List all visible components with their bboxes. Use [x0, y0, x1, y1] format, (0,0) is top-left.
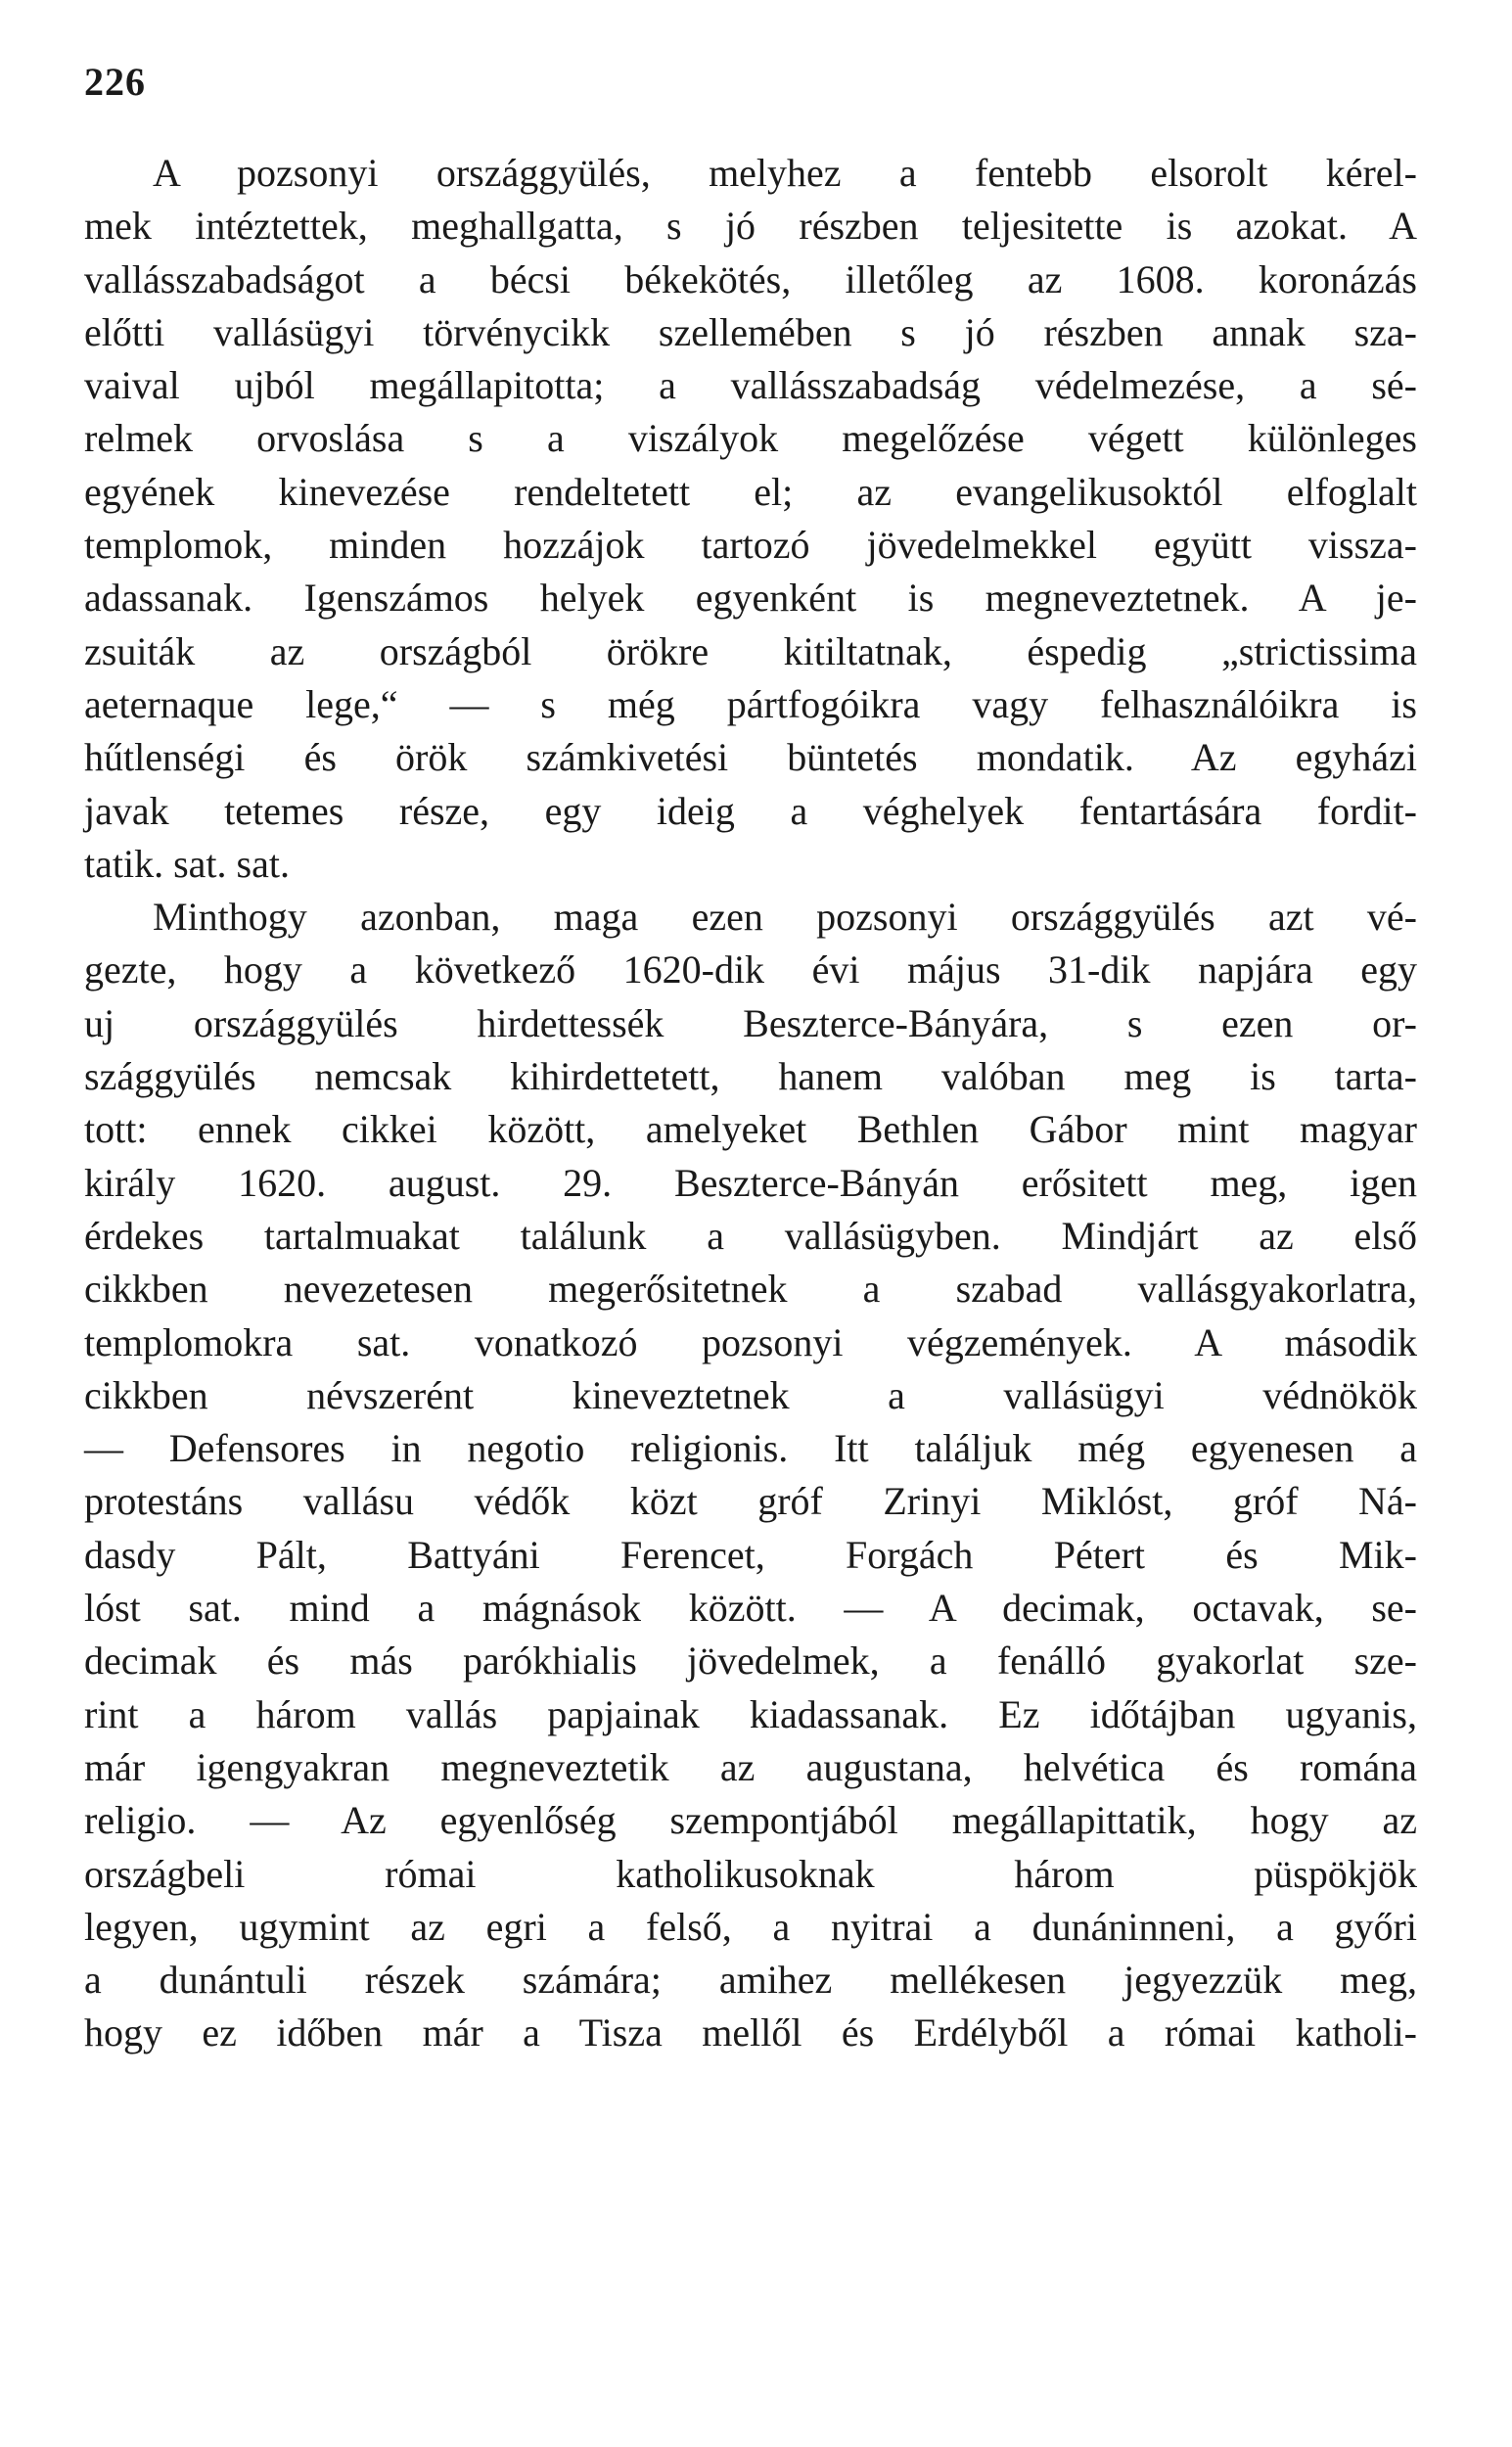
- text-line: a dunántuli részek számára; amihez mellékesen jegyezzük meg,: [84, 1958, 1417, 2003]
- text-line: — Defensores in negotio religionis. Itt találjuk még egyenesen a: [84, 1426, 1417, 1471]
- text-line: javak tetemes része, egy ideig a véghelyek fentartására fordit-: [84, 788, 1417, 833]
- text-line: uj országgyülés hirdettessék Beszterce-Bányára, s ezen or-: [84, 1000, 1417, 1045]
- text-line: tott: ennek cikkei között, amelyeket Bethlen Gábor mint magyar: [84, 1107, 1417, 1152]
- text-line: országbeli római katholikusoknak három püspökjök: [84, 1851, 1417, 1896]
- text-line: protestáns vallásu védők közt gróf Zrinyi Miklóst, gróf Ná-: [84, 1479, 1417, 1524]
- text-line: rint a három vallás papjainak kiadassanak. Ez időtájban ugyanis,: [84, 1691, 1417, 1736]
- text-line: templomok, minden hozzájok tartozó jövedelmekkel együtt vissza-: [84, 523, 1417, 568]
- text-line: cikkben nevezetesen megerősitetnek a szabad vallásgyakorlatra,: [84, 1267, 1417, 1312]
- text-line: legyen, ugymint az egri a felső, a nyitrai a dunáninneni, a győri: [84, 1904, 1417, 1949]
- text-line: vallásszabadságot a bécsi békekötés, illetőleg az 1608. koronázás: [84, 256, 1417, 301]
- text-line: A pozsonyi országgyülés, melyhez a fentebb elsorolt kérel-: [153, 151, 1417, 195]
- text-line: érdekes tartalmuakat találunk a vallásügyben. Mindjárt az első: [84, 1213, 1417, 1258]
- text-line: decimak és más parókhialis jövedelmek, a fenálló gyakorlat sze-: [84, 1639, 1417, 1684]
- text-line: religio. — Az egyenlőség szempontjából megállapittatik, hogy az: [84, 1798, 1417, 1843]
- text-line: templomokra sat. vonatkozó pozsonyi végzemények. A második: [84, 1319, 1417, 1364]
- text-line: király 1620. august. 29. Beszterce-Bányán erősitett meg, igen: [84, 1160, 1417, 1205]
- text-line: lóst sat. mind a mágnások között. — A decimak, octavak, se-: [84, 1586, 1417, 1631]
- text-line: egyének kinevezése rendeltetett el; az evangelikusoktól elfoglalt: [84, 469, 1417, 514]
- text-line: Minthogy azonban, maga ezen pozsonyi országgyülés azt vé-: [153, 895, 1417, 940]
- paragraph-1: [84, 147, 1417, 891]
- text-line: hűtlenségi és örök számkivetési büntetés mondatik. Az egyházi: [84, 735, 1417, 780]
- text-line: gezte, hogy a következő 1620-dik évi május 31-dik napjára egy: [84, 947, 1417, 993]
- text-line: dasdy Pált, Battyáni Ferencet, Forgách Pétert és Mik-: [84, 1532, 1417, 1577]
- text-line: cikkben névszerént kineveztetnek a vallásügyi védnökök: [84, 1372, 1417, 1417]
- text-line: adassanak. Igenszámos helyek egyenként is megneveztetnek. A je-: [84, 576, 1417, 621]
- text-line: zsuiták az országból örökre kitiltatnak, éspedig „strictissima: [84, 628, 1417, 673]
- text-line: relmek orvoslása s a viszályok megelőzése végett különleges: [84, 416, 1417, 461]
- text-line: előtti vallásügyi törvénycikk szellemében s jó részben annak sza-: [84, 309, 1417, 354]
- body-text: [84, 147, 1417, 2060]
- page-number: 226: [84, 60, 146, 104]
- text-line: tatik. sat. sat.: [84, 841, 290, 886]
- text-line: mek intéztettek, meghallgatta, s jó részben teljesitette is azokat. A: [84, 204, 1417, 249]
- paragraph-2: [84, 891, 1417, 2060]
- text-line: szággyülés nemcsak kihirdettetett, hanem valóban meg is tarta-: [84, 1054, 1417, 1099]
- text-line: aeternaque lege,“ — s még pártfogóikra vagy felhasználóikra is: [84, 681, 1417, 726]
- text-line: már igengyakran megneveztetik az augustana, helvética és romána: [84, 1744, 1417, 1789]
- text-line: hogy ez időben már a Tisza mellől és Erdélyből a római katholi-: [84, 2010, 1417, 2055]
- text-line: vaival ujból megállapitotta; a vallásszabadság védelmezése, a sé-: [84, 363, 1417, 408]
